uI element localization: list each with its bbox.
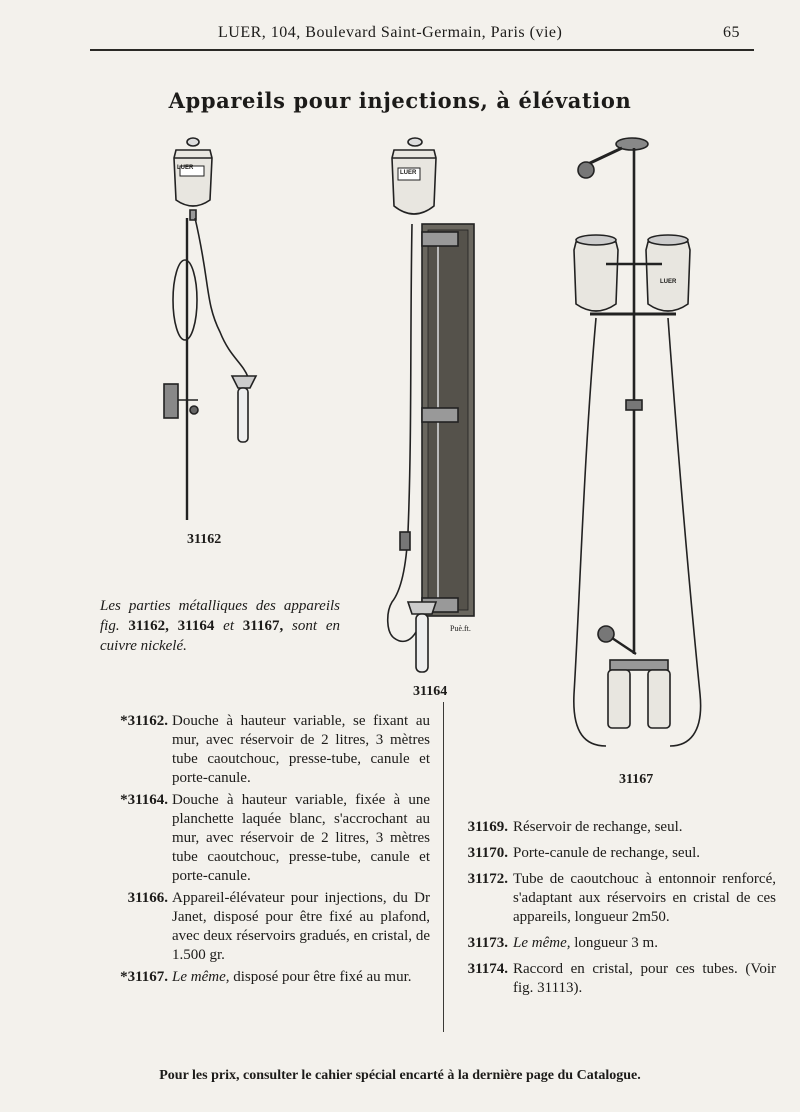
catalogue-entry <box>100 712 430 788</box>
entry-text: Réservoir de rechange, seul. <box>513 819 683 835</box>
double-elevator-illustration <box>566 134 716 759</box>
right-column <box>456 818 776 1005</box>
caption-text: Les parties métalliques des appareils fig. <box>100 598 340 634</box>
entry-text-wrap <box>513 934 776 953</box>
catalogue-entry <box>456 818 776 837</box>
entry-text: disposé pour être fixé au mur. <box>233 969 412 985</box>
catalogue-entry <box>456 934 776 953</box>
catalogue-entry <box>100 968 430 987</box>
caption-ref-31162: 31162, <box>128 618 169 634</box>
entry-italic: Le même, <box>513 935 571 951</box>
figure-caption <box>100 596 340 656</box>
catalogue-entry <box>100 791 430 886</box>
entry-number: *31162. <box>120 713 168 729</box>
entry-text: longueur 3 m. <box>574 935 658 951</box>
entry-italic: Le même, <box>172 969 230 985</box>
running-header <box>100 20 740 46</box>
figure-label-31164: 31164 <box>413 684 448 699</box>
header-rule <box>90 49 754 51</box>
catalogue-entry <box>456 960 776 998</box>
figure-31164 <box>382 132 492 677</box>
reservoir-brand-label: LUER <box>660 279 677 285</box>
catalogue-entry <box>456 844 776 863</box>
entry-number: 31169. <box>467 819 508 835</box>
entry-number: 31174. <box>467 961 508 977</box>
figure-label-31167: 31167 <box>619 772 654 787</box>
entry-text: Appareil-élévateur pour injections, du Dr Janet, disposé pour être fixé au plafond, avec deux réservoirs gradués, en cristal, de 1.500 gr. <box>172 890 430 963</box>
entry-number: 31170. <box>467 845 508 861</box>
caption-ref-31167: 31167, <box>242 618 284 634</box>
catalogue-entry <box>100 889 430 965</box>
caption-conj: et <box>223 618 234 634</box>
left-column <box>100 712 430 990</box>
running-head-text: LUER, 104, Boulevard Saint-Germain, Paris (vie) <box>218 24 563 41</box>
entry-text: Douche à hauteur variable, se fixant au mur, avec réservoir de 2 litres, 3 mètres tube caoutchouc, presse-tube, canule et porte-canule. <box>172 713 430 786</box>
column-divider <box>443 702 444 1032</box>
caption-ref-31164: 31164 <box>177 618 215 634</box>
entry-number: *31164. <box>120 792 168 808</box>
price-footer: Pour les prix, consulter le cahier spécial encarté à la dernière page du Catalogue. <box>159 1068 641 1083</box>
entry-number: *31167. <box>120 969 168 985</box>
engraver-mark: Puè.ft. <box>450 624 471 633</box>
entry-text: Raccord en cristal, pour ces tubes. (Voir fig. 31113). <box>513 961 776 996</box>
catalogue-entry <box>456 870 776 927</box>
reservoir-brand-label: LUER <box>177 165 194 171</box>
entry-number: 31172. <box>467 871 508 887</box>
figure-31167 <box>566 134 716 759</box>
caption-tail: sont en cuivre nickelé. <box>100 618 341 654</box>
entry-number: 31166. <box>127 890 168 906</box>
plank-douche-illustration <box>382 132 492 677</box>
entry-number: 31173. <box>467 935 508 951</box>
entry-text: Porte-canule de rechange, seul. <box>513 845 700 861</box>
figure-label-31162: 31162 <box>187 532 222 547</box>
wall-douche-illustration <box>150 132 270 527</box>
entry-text: Tube de caoutchouc à entonnoir renforcé, s'adaptant aux réservoirs en cristal de ces appareils, longueur 2m50. <box>513 871 776 925</box>
figure-31162 <box>150 132 270 527</box>
entry-text-wrap <box>172 968 430 987</box>
page-title: Appareils pour injections, à élévation <box>168 88 632 113</box>
reservoir-brand-label: LUER <box>400 170 417 176</box>
page-number: 65 <box>723 24 740 41</box>
entry-text: Douche à hauteur variable, fixée à une planchette laquée blanc, s'accrochant au mur, avec réservoir de 2 litres, 3 mètres tube caoutchouc, presse-tube, canule et porte-canule. <box>172 792 430 884</box>
